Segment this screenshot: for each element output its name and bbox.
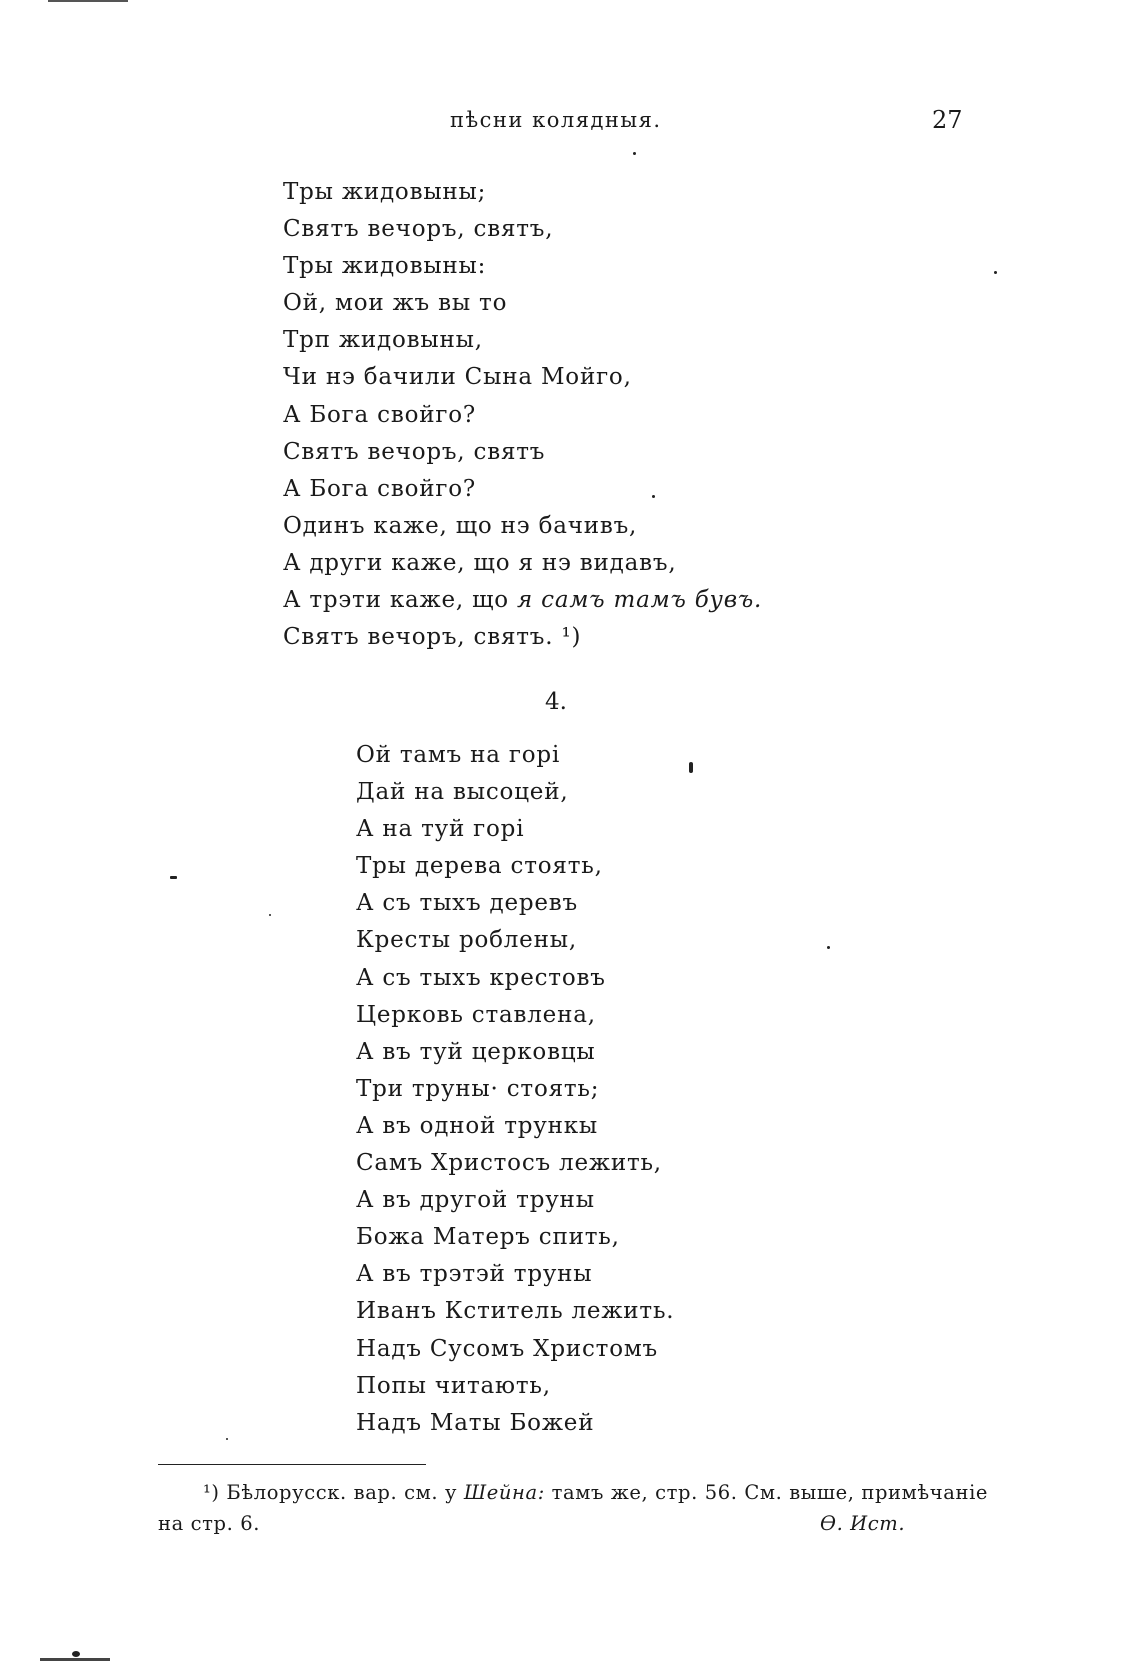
verse-line: Божа Матеръ спить, <box>356 1224 620 1251</box>
scan-speck <box>633 152 636 155</box>
verse-line: А Бога свойго? <box>283 475 476 502</box>
scan-speck <box>827 946 830 949</box>
verse-line: Дай на высоцей, <box>356 779 569 806</box>
scan-speck <box>689 762 693 773</box>
verse-line: А въ другой труны <box>356 1187 595 1214</box>
footnote-signature: Ѳ. Ист. <box>820 1512 906 1535</box>
verse-line: А Бога свойго? <box>283 401 476 428</box>
scan-speck <box>994 271 997 274</box>
verse-line: А трэти каже, що я самъ тамъ бувъ. <box>283 587 763 614</box>
verse-line: Три труны· стоять; <box>356 1075 600 1102</box>
song-number: 4. <box>545 689 567 715</box>
verse-line: Святъ вечоръ, святъ, <box>283 216 554 243</box>
scan-edge-mark <box>48 0 128 2</box>
page-number: 27 <box>932 106 963 134</box>
verse-line: Самъ Христосъ лежить, <box>356 1150 662 1177</box>
verse-line: Надъ Сусомъ Христомъ <box>356 1335 658 1362</box>
verse-line: Трп жидовыны, <box>283 327 483 354</box>
footnote-marker: ¹) <box>203 1481 220 1504</box>
verse-line: Тры дерева стоять, <box>356 853 603 880</box>
verse-line: А въ туй церковцы <box>356 1038 596 1065</box>
verse-line: Тры жидовыны; <box>283 179 487 205</box>
verse-line: Попы читають, <box>356 1372 551 1399</box>
footnote-rule <box>158 1464 426 1465</box>
verse-line: Кресты роблены, <box>356 927 577 954</box>
verse-line: Чи нэ бачили Сына Мойго, <box>283 364 632 391</box>
verse-line: Ой, мои жъ вы то <box>283 290 508 317</box>
verse-line: Ой тамъ на горі <box>356 742 561 768</box>
running-header: пѣсни колядныя. <box>450 108 662 132</box>
scan-speck <box>170 876 177 879</box>
footnote-reference: ¹) <box>561 624 582 651</box>
footnote-line: на стр. 6. <box>158 1512 261 1535</box>
verse-line: А на туй горі <box>356 816 525 843</box>
scan-corner-mark <box>40 1658 110 1661</box>
verse-line: Церковь ставлена, <box>356 1001 596 1028</box>
italic-phrase: я самъ тамъ бувъ. <box>517 587 763 614</box>
scan-speck <box>226 1438 228 1440</box>
scan-speck <box>269 914 271 916</box>
verse-continued <box>283 174 762 656</box>
scan-speck <box>652 495 655 498</box>
verse-line: Иванъ Кститель лежить. <box>356 1298 675 1325</box>
verse-line: Одинъ каже, що нэ бачивъ, <box>283 512 638 539</box>
footnote-line: ¹) Бѣлорусск. вар. см. у Шейна: тамъ же, стр. 56. См. выше, примѣчаніе <box>203 1481 989 1504</box>
verse-line: А съ тыхъ деревъ <box>356 890 578 917</box>
scan-speck <box>72 1651 80 1657</box>
verse-line: А въ трэтэй труны <box>356 1261 593 1288</box>
verse-line: Тры жидовыны: <box>283 253 487 280</box>
verse-line: А други каже, що я нэ видавъ, <box>283 549 677 576</box>
verse-line: А съ тыхъ крестовъ <box>356 964 606 991</box>
verse-line: Святъ вечоръ, святъ. ¹) <box>283 624 582 651</box>
verse-line: А въ одной трункы <box>356 1112 599 1139</box>
song-verse <box>356 737 674 1442</box>
verse-line: Святъ вечоръ, святъ <box>283 438 546 465</box>
footnote-author: Шейна: <box>463 1481 545 1504</box>
verse-line: Надъ Маты Божей <box>356 1409 595 1436</box>
